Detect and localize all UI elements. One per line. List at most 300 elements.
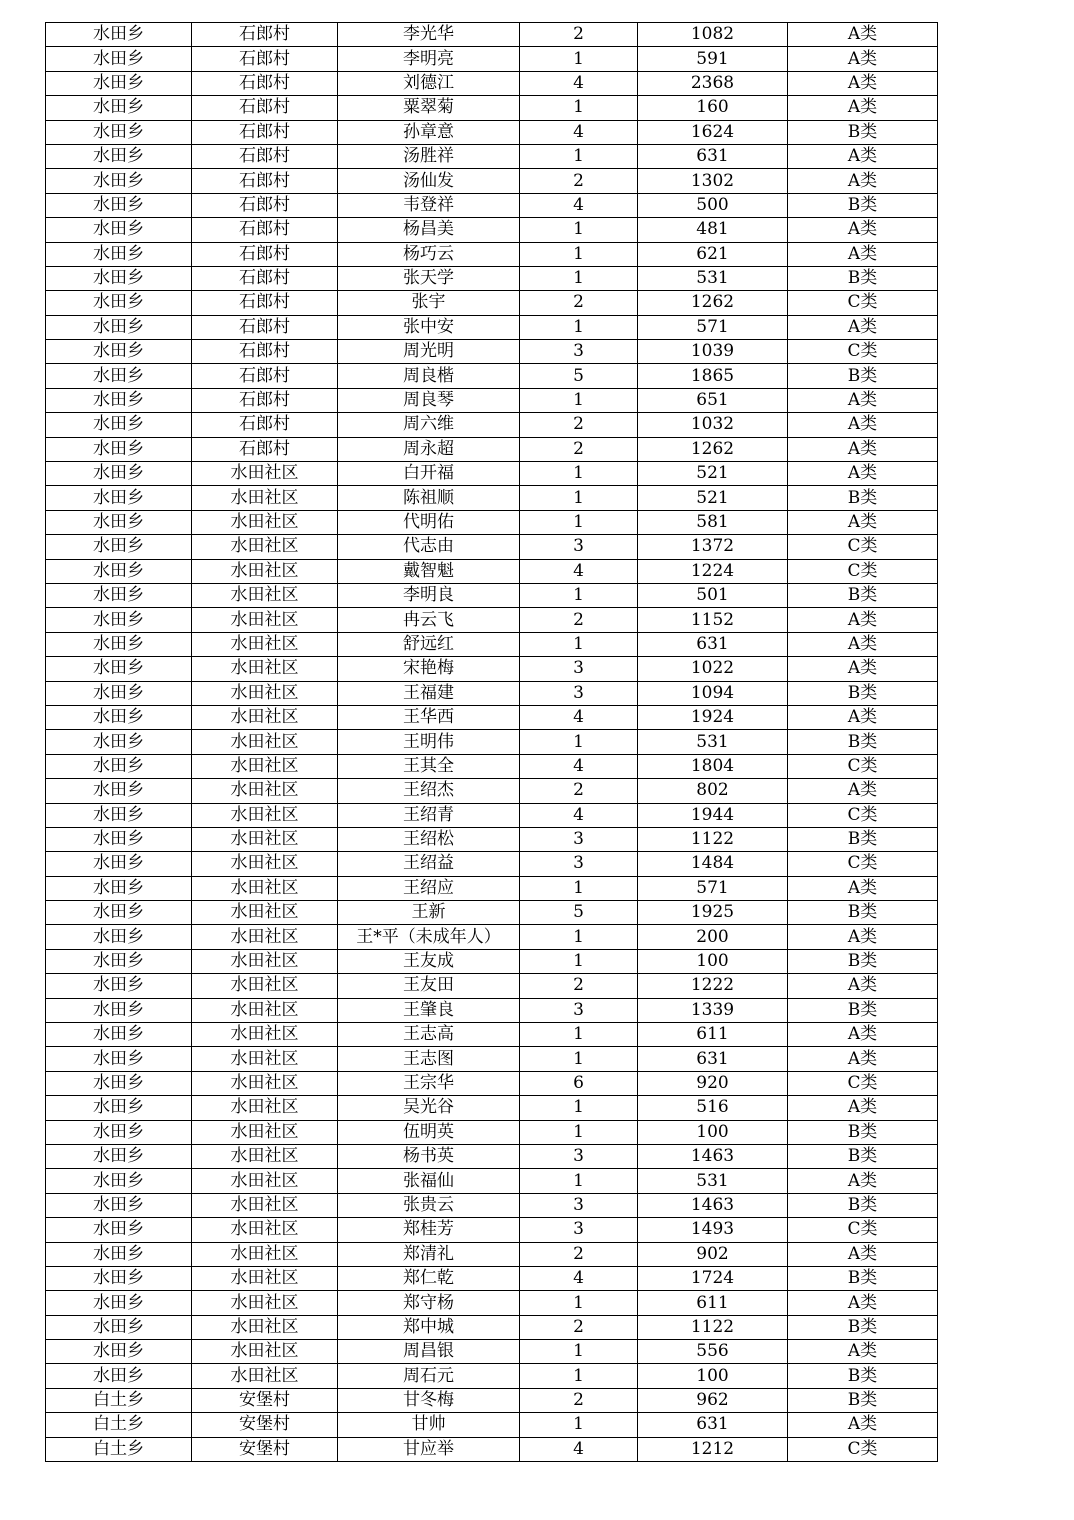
- township-cell: 水田乡: [46, 486, 192, 510]
- name-cell: 白开福: [338, 462, 520, 486]
- amount-cell: 631: [638, 1047, 788, 1071]
- table-body: [46, 23, 938, 1462]
- household-size-cell: 2: [520, 1388, 638, 1412]
- table-row: [46, 1218, 938, 1242]
- table-row: [46, 876, 938, 900]
- category-cell: A类: [788, 388, 938, 412]
- table-row: [46, 486, 938, 510]
- amount-cell: 1865: [638, 364, 788, 388]
- name-cell: 郑仁乾: [338, 1266, 520, 1290]
- household-size-cell: 4: [520, 193, 638, 217]
- household-size-cell: 1: [520, 47, 638, 71]
- category-cell: A类: [788, 925, 938, 949]
- household-size-cell: 1: [520, 1340, 638, 1364]
- village-cell: 水田社区: [192, 1169, 338, 1193]
- village-cell: 石郎村: [192, 144, 338, 168]
- table-row: [46, 974, 938, 998]
- village-cell: 水田社区: [192, 559, 338, 583]
- category-cell: B类: [788, 1364, 938, 1388]
- category-cell: A类: [788, 657, 938, 681]
- township-cell: 水田乡: [46, 315, 192, 339]
- township-cell: 水田乡: [46, 657, 192, 681]
- table-row: [46, 169, 938, 193]
- household-size-cell: 4: [520, 120, 638, 144]
- household-size-cell: 1: [520, 96, 638, 120]
- household-size-cell: 1: [520, 949, 638, 973]
- household-size-cell: 3: [520, 340, 638, 364]
- township-cell: 水田乡: [46, 462, 192, 486]
- name-cell: 周永超: [338, 437, 520, 461]
- village-cell: 水田社区: [192, 1218, 338, 1242]
- household-size-cell: 3: [520, 681, 638, 705]
- name-cell: 吴光谷: [338, 1096, 520, 1120]
- township-cell: 水田乡: [46, 1218, 192, 1242]
- category-cell: B类: [788, 1388, 938, 1412]
- household-size-cell: 1: [520, 1364, 638, 1388]
- amount-cell: 160: [638, 96, 788, 120]
- name-cell: 刘德江: [338, 71, 520, 95]
- village-cell: 石郎村: [192, 218, 338, 242]
- table-row: [46, 730, 938, 754]
- table-row: [46, 559, 938, 583]
- table-row: [46, 437, 938, 461]
- name-cell: 冉云飞: [338, 608, 520, 632]
- name-cell: 杨书英: [338, 1144, 520, 1168]
- category-cell: A类: [788, 96, 938, 120]
- table-row: [46, 681, 938, 705]
- household-size-cell: 1: [520, 1413, 638, 1437]
- township-cell: 水田乡: [46, 437, 192, 461]
- household-size-cell: 2: [520, 974, 638, 998]
- category-cell: A类: [788, 218, 938, 242]
- township-cell: 白土乡: [46, 1413, 192, 1437]
- table-row: [46, 291, 938, 315]
- category-cell: A类: [788, 1242, 938, 1266]
- township-cell: 水田乡: [46, 1266, 192, 1290]
- village-cell: 水田社区: [192, 803, 338, 827]
- name-cell: 陈祖顺: [338, 486, 520, 510]
- household-size-cell: 1: [520, 583, 638, 607]
- category-cell: A类: [788, 315, 938, 339]
- category-cell: A类: [788, 1340, 938, 1364]
- village-cell: 石郎村: [192, 364, 338, 388]
- household-size-cell: 2: [520, 413, 638, 437]
- household-size-cell: 1: [520, 1023, 638, 1047]
- category-cell: A类: [788, 632, 938, 656]
- amount-cell: 1262: [638, 291, 788, 315]
- household-size-cell: 3: [520, 1193, 638, 1217]
- category-cell: B类: [788, 266, 938, 290]
- table-row: [46, 315, 938, 339]
- amount-cell: 802: [638, 779, 788, 803]
- table-row: [46, 1047, 938, 1071]
- table-row: [46, 1364, 938, 1388]
- household-size-cell: 2: [520, 23, 638, 47]
- category-cell: A类: [788, 462, 938, 486]
- name-cell: 郑中城: [338, 1315, 520, 1339]
- village-cell: 石郎村: [192, 169, 338, 193]
- village-cell: 水田社区: [192, 852, 338, 876]
- name-cell: 李明良: [338, 583, 520, 607]
- household-size-cell: 4: [520, 71, 638, 95]
- name-cell: 张宇: [338, 291, 520, 315]
- table-row: [46, 754, 938, 778]
- village-cell: 石郎村: [192, 242, 338, 266]
- table-row: [46, 535, 938, 559]
- amount-cell: 100: [638, 949, 788, 973]
- township-cell: 水田乡: [46, 608, 192, 632]
- name-cell: 王其全: [338, 754, 520, 778]
- amount-cell: 531: [638, 730, 788, 754]
- household-size-cell: 2: [520, 169, 638, 193]
- household-size-cell: 1: [520, 388, 638, 412]
- table-row: [46, 47, 938, 71]
- table-row: [46, 779, 938, 803]
- village-cell: 水田社区: [192, 1242, 338, 1266]
- category-cell: A类: [788, 1096, 938, 1120]
- amount-cell: 1122: [638, 1315, 788, 1339]
- category-cell: B类: [788, 364, 938, 388]
- amount-cell: 611: [638, 1291, 788, 1315]
- township-cell: 水田乡: [46, 1291, 192, 1315]
- category-cell: C类: [788, 340, 938, 364]
- amount-cell: 2368: [638, 71, 788, 95]
- village-cell: 水田社区: [192, 1096, 338, 1120]
- table-row: [46, 218, 938, 242]
- category-cell: A类: [788, 47, 938, 71]
- household-size-cell: 3: [520, 852, 638, 876]
- household-size-cell: 1: [520, 1096, 638, 1120]
- township-cell: 水田乡: [46, 535, 192, 559]
- township-cell: 水田乡: [46, 242, 192, 266]
- township-cell: 水田乡: [46, 901, 192, 925]
- household-size-cell: 1: [520, 1120, 638, 1144]
- table-row: [46, 1340, 938, 1364]
- amount-cell: 1302: [638, 169, 788, 193]
- township-cell: 水田乡: [46, 949, 192, 973]
- name-cell: 杨巧云: [338, 242, 520, 266]
- village-cell: 石郎村: [192, 388, 338, 412]
- category-cell: B类: [788, 681, 938, 705]
- village-cell: 水田社区: [192, 730, 338, 754]
- township-cell: 水田乡: [46, 1144, 192, 1168]
- household-size-cell: 1: [520, 1291, 638, 1315]
- category-cell: C类: [788, 1071, 938, 1095]
- table-row: [46, 266, 938, 290]
- village-cell: 水田社区: [192, 827, 338, 851]
- name-cell: 甘冬梅: [338, 1388, 520, 1412]
- village-cell: 水田社区: [192, 1071, 338, 1095]
- village-cell: 水田社区: [192, 1291, 338, 1315]
- township-cell: 水田乡: [46, 193, 192, 217]
- township-cell: 水田乡: [46, 266, 192, 290]
- village-cell: 石郎村: [192, 23, 338, 47]
- name-cell: 王绍松: [338, 827, 520, 851]
- amount-cell: 1094: [638, 681, 788, 705]
- village-cell: 水田社区: [192, 998, 338, 1022]
- name-cell: 王绍杰: [338, 779, 520, 803]
- name-cell: 代明佑: [338, 510, 520, 534]
- amount-cell: 1032: [638, 413, 788, 437]
- amount-cell: 1463: [638, 1144, 788, 1168]
- table-row: [46, 462, 938, 486]
- name-cell: 韦登祥: [338, 193, 520, 217]
- village-cell: 石郎村: [192, 71, 338, 95]
- household-size-cell: 4: [520, 803, 638, 827]
- category-cell: A类: [788, 242, 938, 266]
- amount-cell: 631: [638, 632, 788, 656]
- household-size-cell: 4: [520, 754, 638, 778]
- category-cell: A类: [788, 779, 938, 803]
- category-cell: A类: [788, 413, 938, 437]
- amount-cell: 1122: [638, 827, 788, 851]
- category-cell: A类: [788, 144, 938, 168]
- household-size-cell: 2: [520, 437, 638, 461]
- category-cell: A类: [788, 169, 938, 193]
- amount-cell: 500: [638, 193, 788, 217]
- amount-cell: 1463: [638, 1193, 788, 1217]
- amount-cell: 902: [638, 1242, 788, 1266]
- township-cell: 水田乡: [46, 1047, 192, 1071]
- household-size-cell: 4: [520, 1266, 638, 1290]
- name-cell: 王明伟: [338, 730, 520, 754]
- table-row: [46, 949, 938, 973]
- name-cell: 李光华: [338, 23, 520, 47]
- village-cell: 水田社区: [192, 925, 338, 949]
- category-cell: B类: [788, 1266, 938, 1290]
- category-cell: B类: [788, 1144, 938, 1168]
- village-cell: 水田社区: [192, 1266, 338, 1290]
- table-row: [46, 1023, 938, 1047]
- table-row: [46, 144, 938, 168]
- name-cell: 张中安: [338, 315, 520, 339]
- amount-cell: 531: [638, 1169, 788, 1193]
- village-cell: 石郎村: [192, 120, 338, 144]
- name-cell: 张贵云: [338, 1193, 520, 1217]
- amount-cell: 1212: [638, 1437, 788, 1461]
- category-cell: B类: [788, 827, 938, 851]
- village-cell: 水田社区: [192, 1047, 338, 1071]
- amount-cell: 1339: [638, 998, 788, 1022]
- township-cell: 水田乡: [46, 47, 192, 71]
- household-size-cell: 1: [520, 266, 638, 290]
- name-cell: 甘应举: [338, 1437, 520, 1461]
- category-cell: B类: [788, 120, 938, 144]
- township-cell: 水田乡: [46, 559, 192, 583]
- village-cell: 安堡村: [192, 1388, 338, 1412]
- amount-cell: 631: [638, 144, 788, 168]
- township-cell: 水田乡: [46, 1169, 192, 1193]
- township-cell: 水田乡: [46, 388, 192, 412]
- table-row: [46, 925, 938, 949]
- township-cell: 白土乡: [46, 1437, 192, 1461]
- amount-cell: 1944: [638, 803, 788, 827]
- township-cell: 水田乡: [46, 803, 192, 827]
- amount-cell: 1222: [638, 974, 788, 998]
- household-size-cell: 2: [520, 608, 638, 632]
- table-row: [46, 1413, 938, 1437]
- township-cell: 水田乡: [46, 364, 192, 388]
- category-cell: C类: [788, 754, 938, 778]
- category-cell: A类: [788, 510, 938, 534]
- table-row: [46, 1388, 938, 1412]
- village-cell: 水田社区: [192, 486, 338, 510]
- township-cell: 白土乡: [46, 1388, 192, 1412]
- table-row: [46, 705, 938, 729]
- amount-cell: 611: [638, 1023, 788, 1047]
- amount-cell: 1493: [638, 1218, 788, 1242]
- amount-cell: 1484: [638, 852, 788, 876]
- household-size-cell: 3: [520, 827, 638, 851]
- amount-cell: 100: [638, 1120, 788, 1144]
- household-size-cell: 1: [520, 315, 638, 339]
- name-cell: 汤胜祥: [338, 144, 520, 168]
- amount-cell: 1224: [638, 559, 788, 583]
- category-cell: B类: [788, 583, 938, 607]
- amount-cell: 1022: [638, 657, 788, 681]
- township-cell: 水田乡: [46, 169, 192, 193]
- amount-cell: 571: [638, 315, 788, 339]
- name-cell: 伍明英: [338, 1120, 520, 1144]
- village-cell: 水田社区: [192, 1364, 338, 1388]
- category-cell: A类: [788, 974, 938, 998]
- table-row: [46, 120, 938, 144]
- category-cell: A类: [788, 1047, 938, 1071]
- village-cell: 安堡村: [192, 1413, 338, 1437]
- category-cell: B类: [788, 901, 938, 925]
- name-cell: 王华西: [338, 705, 520, 729]
- township-cell: 水田乡: [46, 23, 192, 47]
- township-cell: 水田乡: [46, 998, 192, 1022]
- amount-cell: 481: [638, 218, 788, 242]
- name-cell: 宋艳梅: [338, 657, 520, 681]
- household-size-cell: 1: [520, 730, 638, 754]
- amount-cell: 591: [638, 47, 788, 71]
- category-cell: B类: [788, 949, 938, 973]
- category-cell: A类: [788, 705, 938, 729]
- village-cell: 水田社区: [192, 608, 338, 632]
- township-cell: 水田乡: [46, 510, 192, 534]
- category-cell: A类: [788, 71, 938, 95]
- category-cell: A类: [788, 23, 938, 47]
- township-cell: 水田乡: [46, 218, 192, 242]
- name-cell: 郑守杨: [338, 1291, 520, 1315]
- table-row: [46, 242, 938, 266]
- township-cell: 水田乡: [46, 827, 192, 851]
- name-cell: 王肇良: [338, 998, 520, 1022]
- category-cell: B类: [788, 486, 938, 510]
- township-cell: 水田乡: [46, 925, 192, 949]
- table-row: [46, 1291, 938, 1315]
- table-row: [46, 1144, 938, 1168]
- township-cell: 水田乡: [46, 340, 192, 364]
- township-cell: 水田乡: [46, 413, 192, 437]
- household-size-cell: 4: [520, 1437, 638, 1461]
- village-cell: 水田社区: [192, 583, 338, 607]
- household-size-cell: 1: [520, 1047, 638, 1071]
- category-cell: C类: [788, 803, 938, 827]
- household-size-cell: 3: [520, 535, 638, 559]
- amount-cell: 581: [638, 510, 788, 534]
- amount-cell: 962: [638, 1388, 788, 1412]
- table-row: [46, 608, 938, 632]
- amount-cell: 531: [638, 266, 788, 290]
- table-row: [46, 901, 938, 925]
- category-cell: B类: [788, 1193, 938, 1217]
- name-cell: 周昌银: [338, 1340, 520, 1364]
- name-cell: 王志高: [338, 1023, 520, 1047]
- category-cell: B类: [788, 1315, 938, 1339]
- name-cell: 王新: [338, 901, 520, 925]
- table-row: [46, 510, 938, 534]
- household-size-cell: 2: [520, 1242, 638, 1266]
- name-cell: 王*平（未成年人）: [338, 925, 520, 949]
- table-row: [46, 96, 938, 120]
- table-row: [46, 803, 938, 827]
- category-cell: C类: [788, 852, 938, 876]
- township-cell: 水田乡: [46, 1340, 192, 1364]
- village-cell: 石郎村: [192, 266, 338, 290]
- category-cell: C类: [788, 291, 938, 315]
- village-cell: 水田社区: [192, 949, 338, 973]
- amount-cell: 556: [638, 1340, 788, 1364]
- village-cell: 水田社区: [192, 754, 338, 778]
- name-cell: 王志图: [338, 1047, 520, 1071]
- village-cell: 石郎村: [192, 193, 338, 217]
- household-size-cell: 1: [520, 1169, 638, 1193]
- table-row: [46, 340, 938, 364]
- name-cell: 王绍青: [338, 803, 520, 827]
- village-cell: 水田社区: [192, 779, 338, 803]
- household-size-cell: 1: [520, 218, 638, 242]
- name-cell: 周良楷: [338, 364, 520, 388]
- household-size-cell: 6: [520, 1071, 638, 1095]
- village-cell: 石郎村: [192, 291, 338, 315]
- category-cell: A类: [788, 1413, 938, 1437]
- name-cell: 王友田: [338, 974, 520, 998]
- household-size-cell: 5: [520, 901, 638, 925]
- amount-cell: 1624: [638, 120, 788, 144]
- category-cell: A类: [788, 437, 938, 461]
- name-cell: 周良琴: [338, 388, 520, 412]
- household-size-cell: 3: [520, 998, 638, 1022]
- household-size-cell: 3: [520, 1218, 638, 1242]
- name-cell: 王绍益: [338, 852, 520, 876]
- household-size-cell: 1: [520, 144, 638, 168]
- table-row: [46, 364, 938, 388]
- category-cell: B类: [788, 1120, 938, 1144]
- township-cell: 水田乡: [46, 144, 192, 168]
- data-table: [45, 22, 938, 1462]
- amount-cell: 1804: [638, 754, 788, 778]
- village-cell: 水田社区: [192, 901, 338, 925]
- category-cell: A类: [788, 1291, 938, 1315]
- household-size-cell: 1: [520, 925, 638, 949]
- village-cell: 水田社区: [192, 462, 338, 486]
- category-cell: A类: [788, 876, 938, 900]
- amount-cell: 521: [638, 462, 788, 486]
- table-row: [46, 388, 938, 412]
- village-cell: 石郎村: [192, 413, 338, 437]
- household-size-cell: 2: [520, 291, 638, 315]
- amount-cell: 501: [638, 583, 788, 607]
- village-cell: 水田社区: [192, 510, 338, 534]
- name-cell: 张福仙: [338, 1169, 520, 1193]
- table-row: [46, 1120, 938, 1144]
- name-cell: 周六维: [338, 413, 520, 437]
- township-cell: 水田乡: [46, 681, 192, 705]
- township-cell: 水田乡: [46, 876, 192, 900]
